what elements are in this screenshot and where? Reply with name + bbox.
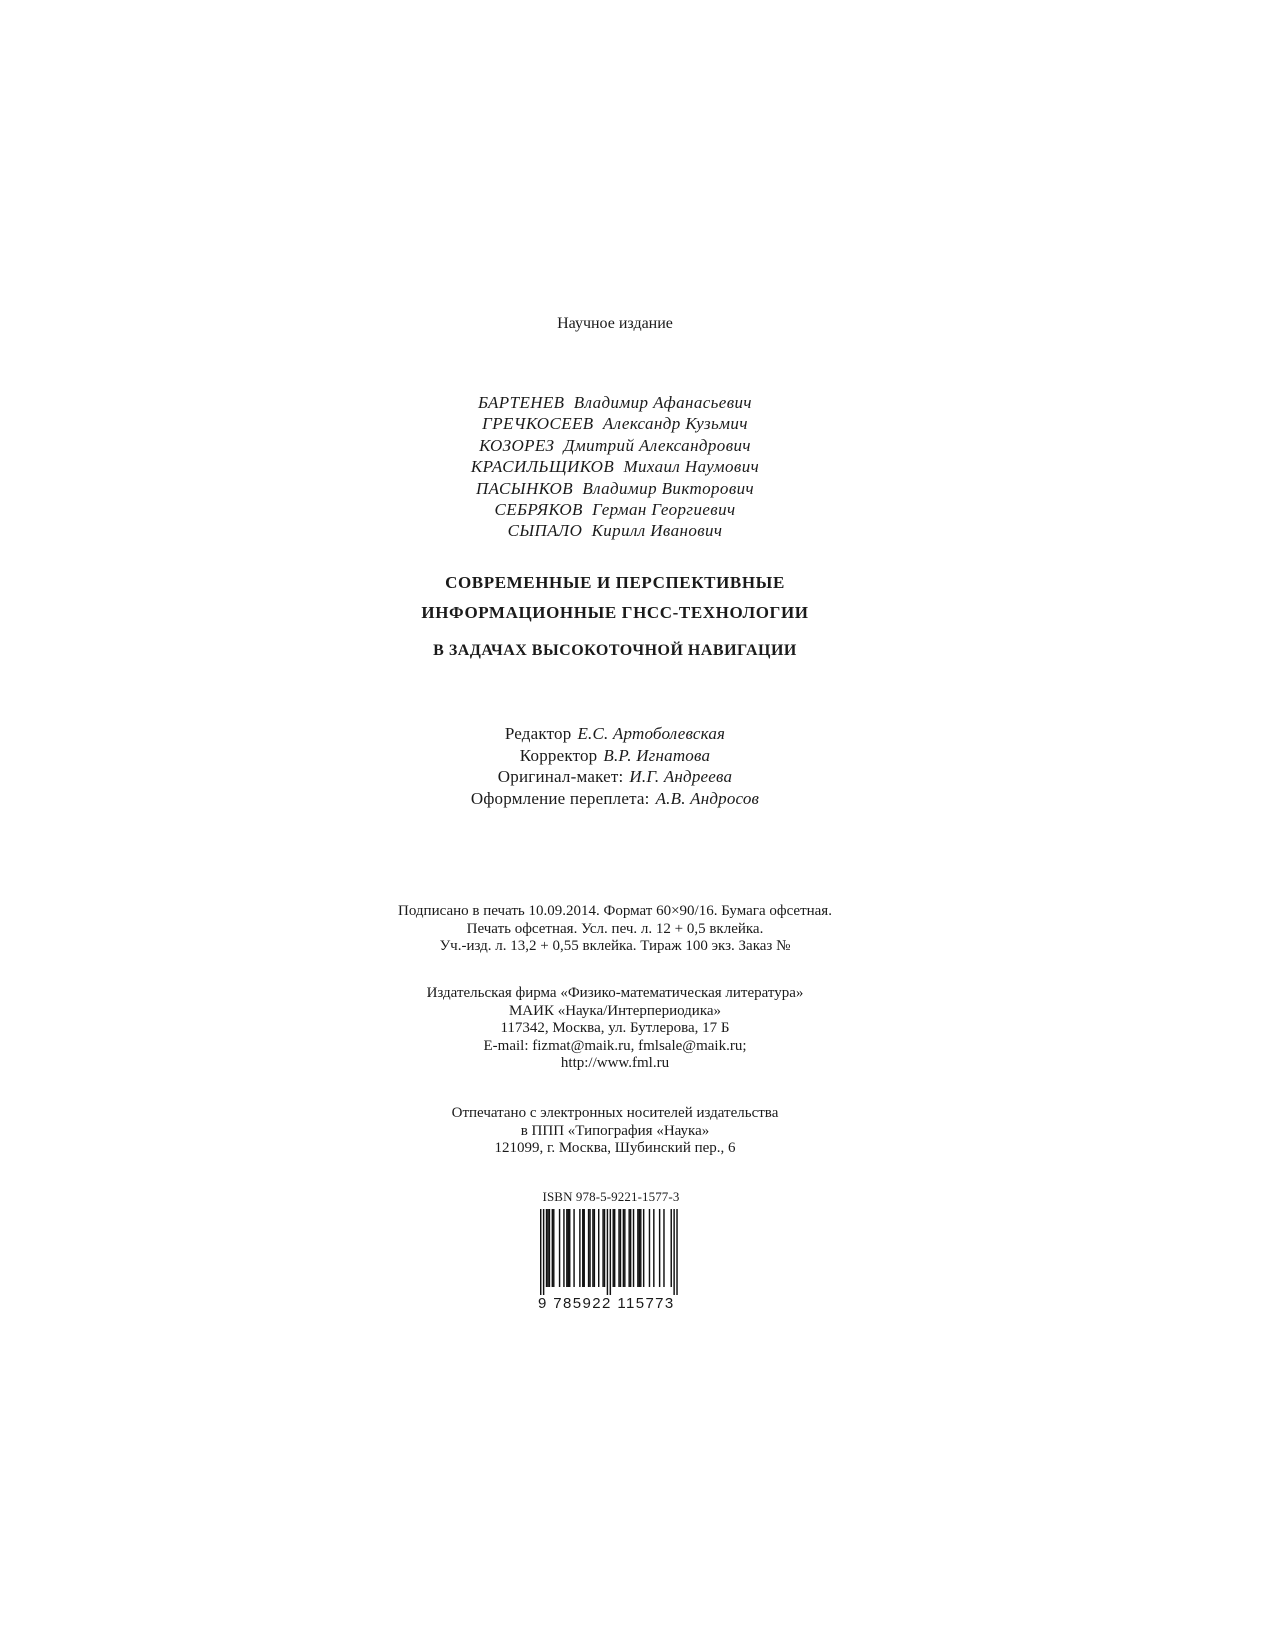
publisher-info <box>0 985 1230 1073</box>
barcode-bar <box>624 1209 625 1287</box>
barcode-bar <box>639 1209 640 1287</box>
credit-line <box>0 723 1230 745</box>
isbn-barcode-block <box>536 1189 686 1312</box>
barcode-bar <box>552 1209 553 1287</box>
credit-name: А.В. Андросов <box>655 788 760 808</box>
imprint-line: Печать офсетная. Усл. печ. л. 12 + 0,5 вклейка. <box>466 920 764 937</box>
barcode-bar <box>604 1209 605 1287</box>
credits-list <box>0 723 1230 809</box>
barcode-bar <box>553 1209 554 1287</box>
author-given-name: Дмитрий Александрович <box>563 435 751 455</box>
barcode-bar <box>602 1209 603 1287</box>
barcode-bar <box>613 1209 614 1287</box>
author-given-name: Герман Георгиевич <box>592 500 736 520</box>
author-line <box>0 413 1230 434</box>
publisher-line: E-mail: fizmat@maik.ru, fmlsale@maik.ru; <box>483 1037 747 1054</box>
credit-line <box>0 766 1230 788</box>
edition-type: Научное издание <box>557 315 673 332</box>
author-surname: КРАСИЛЬЩИКОВ <box>470 457 615 477</box>
credit-role: Корректор <box>519 745 598 765</box>
barcode-bar <box>607 1209 608 1295</box>
author-line <box>0 435 1230 456</box>
publisher-line: http://www.fml.ru <box>560 1055 670 1071</box>
barcode-bar <box>588 1209 589 1287</box>
book-title <box>0 568 1230 628</box>
title-line-1: СОВРЕМЕННЫЕ И ПЕРСПЕКТИВНЫЕ <box>445 573 785 592</box>
author-surname: СЕБРЯКОВ <box>494 500 583 520</box>
author-surname: ГРЕЧКОСЕЕВ <box>482 414 594 434</box>
author-surname: ПАСЫНКОВ <box>475 478 574 498</box>
title-line-2: ИНФОРМАЦИОННЫЕ ГНСС-ТЕХНОЛОГИИ <box>421 603 809 622</box>
publisher-line: МАИК «Наука/Интерпериодика» <box>508 1002 722 1019</box>
barcode-bar <box>589 1209 590 1287</box>
barcode-bar <box>620 1209 621 1287</box>
barcode-bar <box>618 1209 619 1287</box>
barcode-bar <box>540 1209 541 1295</box>
barcode-bar <box>573 1209 574 1287</box>
ean-digits: 9 785922 115773 <box>538 1295 675 1312</box>
barcode-bar <box>543 1209 544 1295</box>
barcode-bar <box>579 1209 580 1287</box>
credit-role: Оригинал-макет: <box>497 767 624 786</box>
authors-list <box>0 392 1230 542</box>
author-given-name: Владимир Викторович <box>582 478 755 498</box>
barcode-bar <box>671 1209 672 1287</box>
book-subtitle: В ЗАДАЧАХ ВЫСОКОТОЧНОЙ НАВИГАЦИИ <box>433 642 797 659</box>
barcode-bar <box>676 1209 677 1295</box>
credit-name: Е.С. Артоболевская <box>577 724 726 743</box>
author-surname: БАРТЕНЕВ <box>478 393 565 412</box>
barcode-bar <box>637 1209 638 1287</box>
credit-name: И.Г. Андреева <box>629 767 733 786</box>
printer-line: Отпечатано с электронных носителей издательства <box>451 1105 779 1121</box>
barcode-bar <box>547 1209 548 1287</box>
barcode-bar <box>630 1209 631 1287</box>
barcode-bar <box>610 1209 611 1295</box>
barcode-bar <box>546 1209 547 1287</box>
publisher-line: Издательская фирма «Физико-математическая литература» <box>426 985 804 1001</box>
barcode-bar <box>628 1209 629 1287</box>
author-given-name: Кирилл Иванович <box>591 521 723 541</box>
credit-role: Редактор <box>504 724 572 743</box>
printer-info <box>0 1105 1230 1158</box>
imprint-details <box>0 903 1230 956</box>
barcode-bar <box>559 1209 560 1287</box>
barcode-bar <box>640 1209 641 1287</box>
barcode-bar <box>584 1209 585 1287</box>
barcode-bar <box>568 1209 569 1287</box>
barcode-bar <box>598 1209 599 1287</box>
credit-line <box>0 788 1230 810</box>
barcode-bar <box>592 1209 593 1287</box>
isbn-label: ISBN 978-5-9221-1577-3 <box>542 1189 680 1204</box>
imprint-line: Уч.-изд. л. 13,2 + 0,55 вклейка. Тираж 100 экз. Заказ № <box>439 938 791 954</box>
author-surname: КОЗОРЕЗ <box>479 435 555 455</box>
barcode-bar <box>633 1209 634 1287</box>
credit-line <box>0 745 1230 767</box>
publisher-line: 117342, Москва, ул. Бутлерова, 17 Б <box>500 1020 730 1036</box>
barcode-bar <box>569 1209 570 1287</box>
barcode-bar <box>623 1209 624 1287</box>
barcode-bar <box>594 1209 595 1287</box>
barcode-bar <box>582 1209 583 1287</box>
author-surname: СЫПАЛО <box>507 521 583 541</box>
author-given-name: Владимир Афанасьевич <box>573 393 752 412</box>
printer-line: 121099, г. Москва, Шубинский пер., 6 <box>494 1140 736 1156</box>
barcode-bar <box>653 1209 654 1287</box>
credit-name: В.Р. Игнатова <box>603 745 711 765</box>
author-line <box>0 456 1230 477</box>
author-given-name: Александр Кузьмич <box>602 414 748 434</box>
barcode-icon <box>536 1209 686 1297</box>
barcode-bar <box>643 1209 644 1287</box>
barcode-bar <box>663 1209 664 1287</box>
author-line <box>0 499 1230 520</box>
credit-role: Оформление переплета: <box>470 788 650 808</box>
author-line <box>0 478 1230 499</box>
author-given-name: Михаил Наумович <box>623 457 760 477</box>
barcode-bar <box>563 1209 564 1287</box>
author-line <box>0 392 1230 413</box>
barcode-bar <box>673 1209 674 1295</box>
imprint-line: Подписано в печать 10.09.2014. Формат 60×90/16. Бумага офсетная. <box>398 903 832 919</box>
barcode-bar <box>549 1209 550 1287</box>
barcode-bar <box>649 1209 650 1287</box>
barcode-bar <box>566 1209 567 1287</box>
barcode-bar <box>614 1209 615 1287</box>
author-line <box>0 520 1230 541</box>
barcode-bar <box>659 1209 660 1287</box>
printer-line: в ППП «Типография «Наука» <box>520 1122 710 1139</box>
